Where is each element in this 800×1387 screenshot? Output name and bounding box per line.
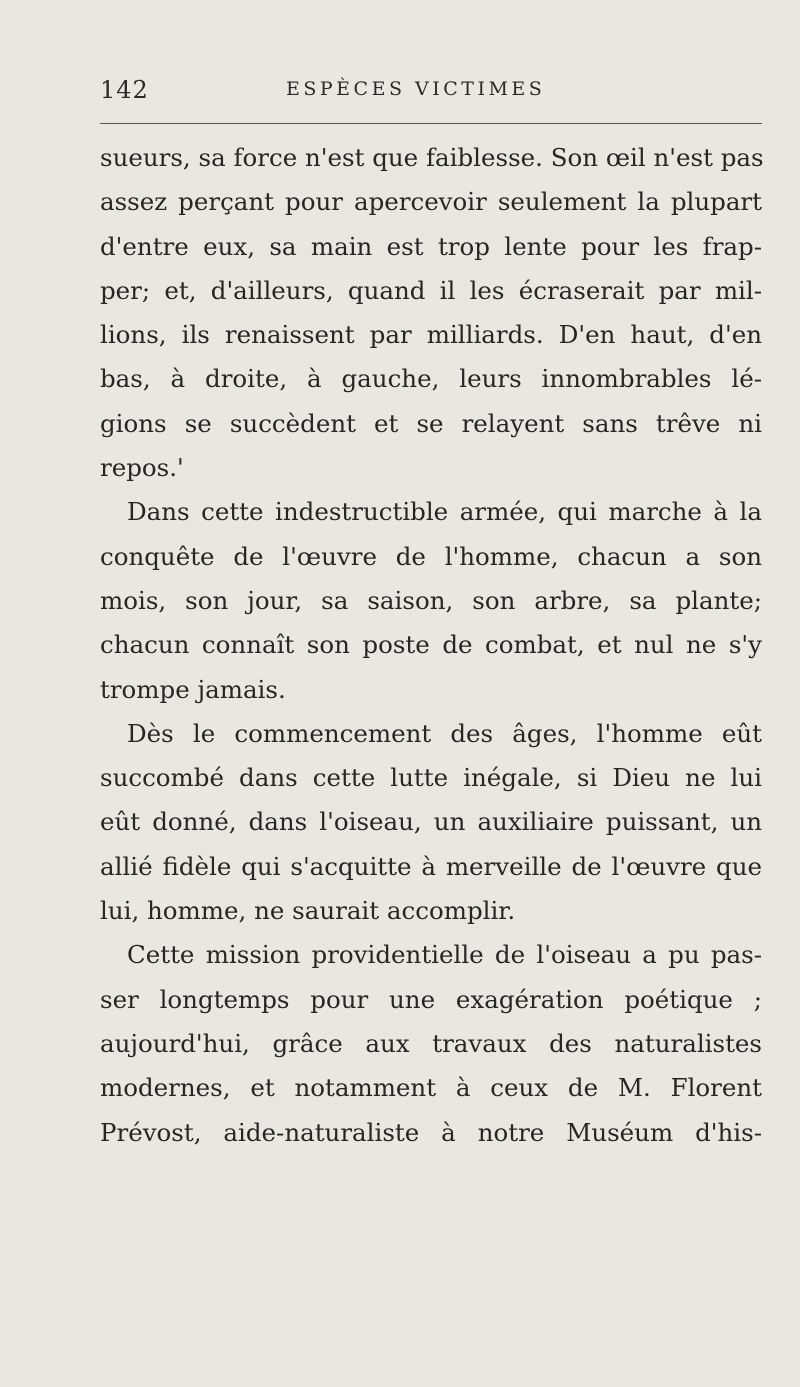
text-line: repos.' — [100, 453, 184, 483]
text-line: chacun connaît son poste de combat, et nul ne s'y — [100, 630, 762, 660]
text-line: conquête de l'œuvre de l'homme, chacun a son — [100, 541, 762, 571]
text-line: allié fidèle qui s'acquitte à merveille de l'œuvre que — [100, 851, 762, 881]
text-line: modernes, et notamment à ceux de M. Florent — [100, 1073, 762, 1103]
page-header — [100, 76, 760, 116]
text-line: bas, à droite, à gauche, leurs innombrables lé- — [100, 364, 762, 394]
text-line: assez perçant pour apercevoir seulement la plupart — [100, 187, 762, 217]
paragraph-start-line: Dès le commencement des âges, l'homme eût — [127, 718, 762, 748]
text-line: Prévost, aide-naturaliste à notre Muséum d'his- — [100, 1117, 762, 1147]
running-head: ESPÈCES VICTIMES — [286, 78, 546, 100]
body-text — [100, 136, 762, 1155]
text-line: succombé dans cette lutte inégale, si Dieu ne lui — [100, 763, 762, 793]
header-rule — [100, 123, 762, 124]
text-line: sueurs, sa force n'est que faiblesse. Son œil n'est pas — [100, 143, 764, 172]
text-line: d'entre eux, sa main est trop lente pour les frap- — [100, 231, 762, 261]
text-line: per; et, d'ailleurs, quand il les écraserait par mil- — [100, 275, 762, 305]
text-line: aujourd'hui, grâce aux travaux des naturalistes — [100, 1028, 762, 1058]
text-line: gions se succèdent et se relayent sans trêve ni — [100, 408, 762, 438]
paragraph-start-line: Dans cette indestructible armée, qui marche à la — [127, 497, 762, 527]
page-number: 142 — [100, 76, 149, 104]
text-line: eût donné, dans l'oiseau, un auxiliaire puissant, un — [100, 807, 762, 837]
text-line: ser longtemps pour une exagération poétique ; — [100, 984, 762, 1014]
text-line: trompe jamais. — [100, 674, 286, 704]
text-line: lui, homme, ne saurait accomplir. — [100, 896, 516, 926]
text-line: mois, son jour, sa saison, son arbre, sa plante; — [100, 585, 762, 615]
text-line: lions, ils renaissent par milliards. D'en haut, d'en — [100, 320, 762, 350]
paragraph-start-line: Cette mission providentielle de l'oiseau a pu pas- — [127, 940, 762, 970]
